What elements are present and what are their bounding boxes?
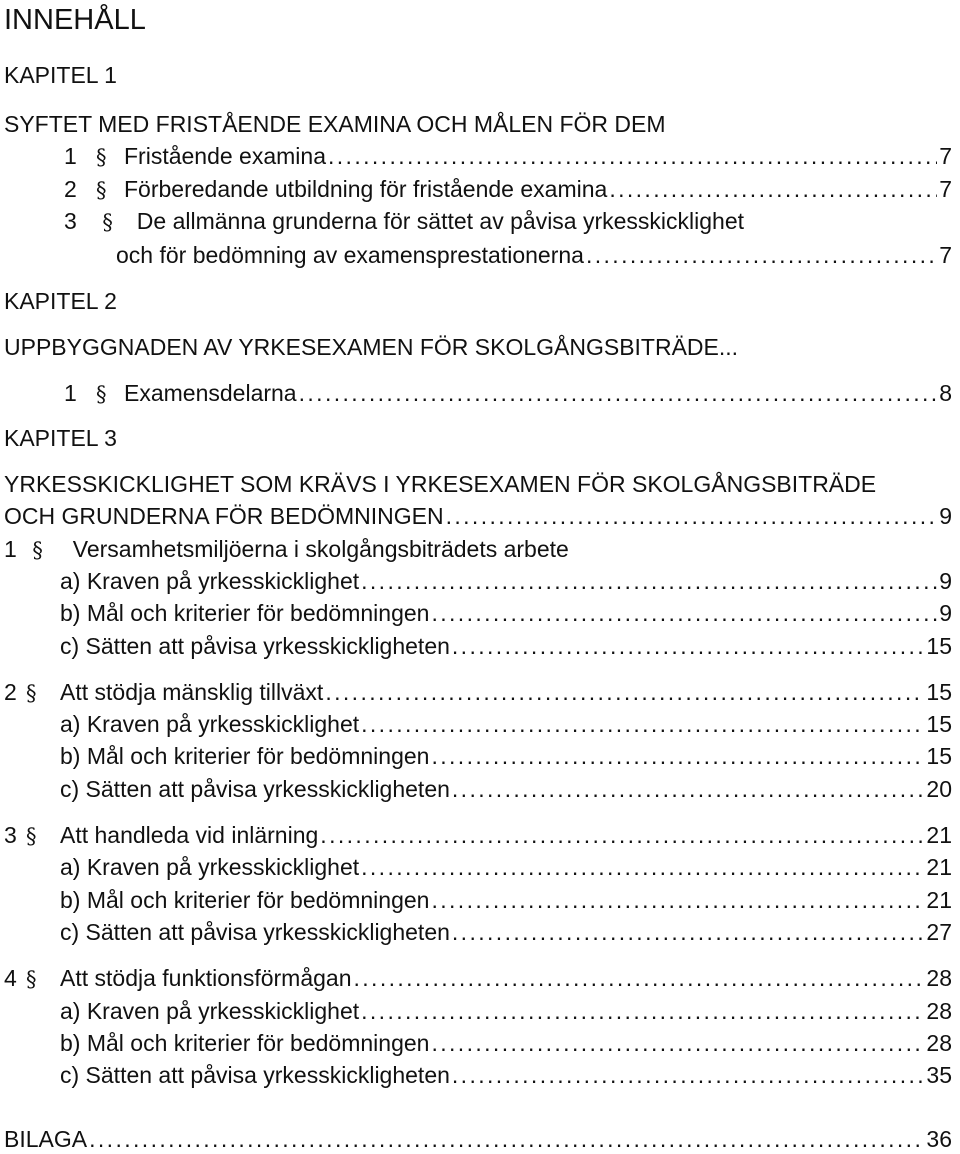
page-number: 7: [939, 242, 952, 268]
section-symbol: §: [26, 967, 37, 991]
entry-title: b) Mål och kriterier för bedömningen: [60, 743, 430, 769]
page-number: 15: [926, 711, 952, 737]
entry-title: Versamhetsmiljöerna i skolgångsbiträdets arbete: [72, 536, 569, 562]
section-symbol: §: [32, 538, 43, 562]
section-number: 4: [4, 965, 17, 991]
toc-section[interactable]: [4, 678, 952, 706]
toc-subentry[interactable]: [60, 853, 952, 881]
toc-subentry[interactable]: [60, 710, 952, 738]
page-number: 28: [926, 1030, 952, 1056]
entry-title: c) Sätten att påvisa yrkesskickligheten: [60, 1062, 450, 1088]
dot-leader: [431, 599, 937, 627]
chapter-heading-line2[interactable]: [4, 502, 952, 530]
entry-title: BILAGA: [4, 1126, 88, 1152]
entry-title: Att handleda vid inlärning: [60, 822, 319, 848]
entry-title: Att stödja funktionsförmågan: [60, 965, 352, 991]
section-number: 2: [64, 176, 77, 202]
entry-title: b) Mål och kriterier för bedömningen: [60, 887, 430, 913]
entry-title: Fristående examina: [124, 143, 326, 169]
section-number: 3: [64, 208, 77, 234]
toc-subentry[interactable]: [60, 742, 952, 770]
chapter-heading-text: UPPBYGGNADEN AV YRKESEXAMEN FÖR SKOLGÅNGSBITRÄDE: [4, 334, 719, 360]
section-number: 3: [4, 822, 17, 848]
toc-section[interactable]: [4, 535, 569, 563]
entry-title: Examensdelarna: [124, 380, 297, 406]
toc-title: INNEHÅLL: [4, 4, 146, 36]
entry-title: a) Kraven på yrkesskicklighet: [60, 854, 360, 880]
dot-leader: [89, 1125, 924, 1153]
dot-leader: [299, 379, 938, 407]
dot-leader: [431, 1029, 924, 1057]
page-number: 15: [926, 633, 952, 659]
dot-leader: [328, 142, 937, 170]
page-number: 21: [926, 822, 952, 848]
page-number: 7: [939, 143, 952, 169]
entry-title: c) Sätten att påvisa yrkesskickligheten: [60, 919, 450, 945]
entry-title: De allmänna grunderna för sättet av påvisa yrkesskicklighet: [136, 208, 745, 234]
dot-leader: [361, 997, 924, 1025]
toc-entry-line1[interactable]: [64, 207, 744, 235]
page-number: 36: [926, 1126, 952, 1152]
section-symbol: §: [96, 145, 107, 169]
dot-leader: [325, 678, 924, 706]
page-number: 9: [939, 568, 952, 594]
entry-title: a) Kraven på yrkesskicklighet: [60, 998, 360, 1024]
toc-subentry[interactable]: [60, 886, 952, 914]
section-number: 1: [64, 380, 77, 406]
page-number: 9: [939, 503, 952, 529]
chapter-heading[interactable]: [4, 333, 738, 361]
dot-leader: [361, 853, 924, 881]
chapter-heading: YRKESSKICKLIGHET SOM KRÄVS I YRKESEXAMEN FÖR SKOLGÅNGSBITRÄDE: [4, 471, 877, 497]
entry-title: Att stödja mänsklig tillväxt: [60, 679, 324, 705]
page-number: 20: [926, 776, 952, 802]
entry-title-continued: och för bedömning av examensprestationerna: [116, 242, 584, 268]
section-symbol: §: [96, 382, 107, 406]
chapter-heading: SYFTET MED FRISTÅENDE EXAMINA OCH MÅLEN FÖR DEM: [4, 111, 666, 137]
section-symbol: §: [96, 178, 107, 202]
dot-leader: [446, 502, 938, 530]
section-number: 2: [4, 679, 17, 705]
heading-dots: ...: [718, 334, 739, 360]
page-number: 35: [926, 1062, 952, 1088]
toc-entry-line2[interactable]: [116, 241, 952, 269]
page-number: 9: [939, 600, 952, 626]
entry-title: a) Kraven på yrkesskicklighet: [60, 568, 360, 594]
entry-title: b) Mål och kriterier för bedömningen: [60, 600, 430, 626]
toc-subentry[interactable]: [60, 567, 952, 595]
toc-entry[interactable]: [64, 175, 952, 203]
dot-leader: [320, 821, 924, 849]
chapter-label: KAPITEL 1: [4, 62, 117, 88]
dot-leader: [361, 567, 937, 595]
dot-leader: [452, 918, 925, 946]
page-number: 21: [926, 887, 952, 913]
page-number: 21: [926, 854, 952, 880]
entry-title: c) Sätten att påvisa yrkesskickligheten: [60, 633, 450, 659]
toc-subentry[interactable]: [60, 599, 952, 627]
section-symbol: §: [26, 681, 37, 705]
dot-leader: [431, 742, 924, 770]
page-number: 28: [926, 965, 952, 991]
entry-title: c) Sätten att påvisa yrkesskickligheten: [60, 776, 450, 802]
dot-leader: [354, 964, 925, 992]
toc-subentry[interactable]: [60, 1029, 952, 1057]
page-number: 27: [926, 919, 952, 945]
dot-leader: [452, 1061, 925, 1089]
section-symbol: §: [26, 824, 37, 848]
toc-subentry[interactable]: [60, 1061, 952, 1089]
toc-entry[interactable]: [64, 379, 952, 407]
dot-leader: [452, 632, 925, 660]
toc-section[interactable]: [4, 964, 952, 992]
toc-subentry[interactable]: [60, 918, 952, 946]
chapter-heading-text: OCH GRUNDERNA FÖR BEDÖMNINGEN: [4, 503, 444, 529]
page-number: 8: [939, 380, 952, 406]
toc-section[interactable]: [4, 821, 952, 849]
chapter-label: KAPITEL 3: [4, 425, 117, 451]
page-number: 15: [926, 679, 952, 705]
dot-leader: [586, 241, 937, 269]
toc-subentry[interactable]: [60, 632, 952, 660]
dot-leader: [431, 886, 924, 914]
toc-subentry[interactable]: [60, 997, 952, 1025]
dot-leader: [452, 775, 925, 803]
page-number: 28: [926, 998, 952, 1024]
section-number: 1: [4, 536, 17, 562]
entry-title: a) Kraven på yrkesskicklighet: [60, 711, 360, 737]
toc-appendix[interactable]: [4, 1125, 952, 1153]
page-number: 15: [926, 743, 952, 769]
page-number: 7: [939, 176, 952, 202]
toc-entry[interactable]: [64, 142, 952, 170]
toc-subentry[interactable]: [60, 775, 952, 803]
dot-leader: [609, 175, 937, 203]
section-symbol: §: [102, 210, 113, 234]
section-number: 1: [64, 143, 77, 169]
entry-title: b) Mål och kriterier för bedömningen: [60, 1030, 430, 1056]
chapter-label: KAPITEL 2: [4, 288, 117, 314]
dot-leader: [361, 710, 924, 738]
entry-title: Förberedande utbildning för fristående examina: [124, 176, 608, 202]
